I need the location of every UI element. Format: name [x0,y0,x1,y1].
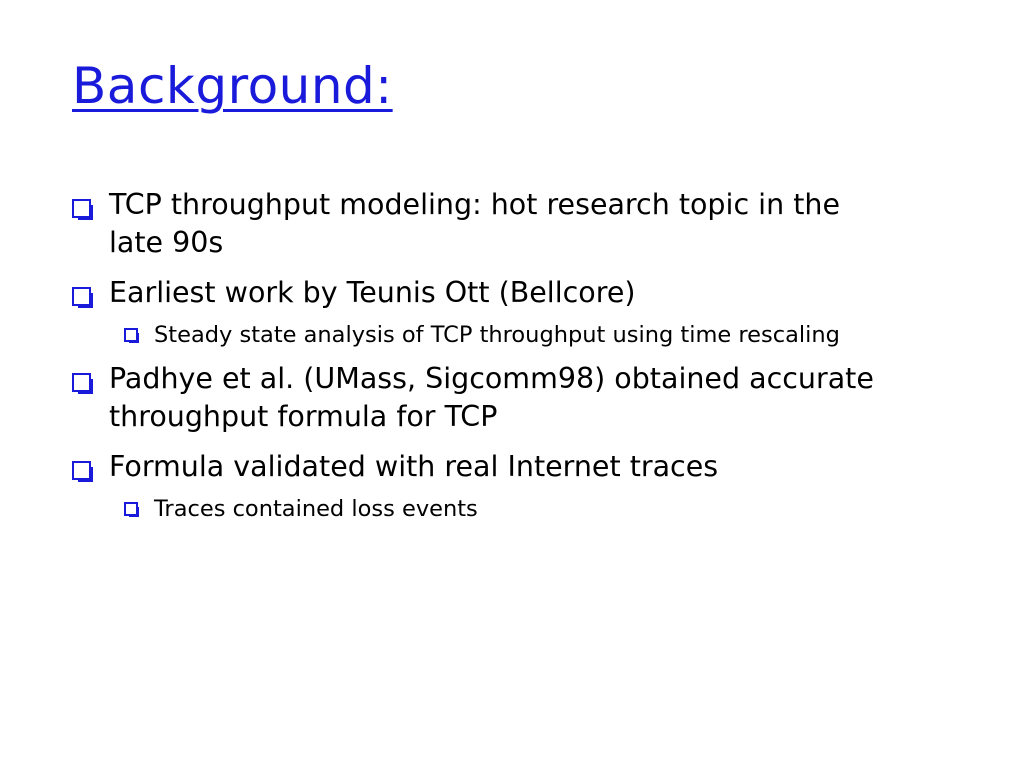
square-bullet-icon [124,502,138,516]
bullet-text: Formula validated with real Internet traces [109,450,719,483]
bullet-item [72,274,892,312]
sub-bullet-item [124,318,892,352]
square-bullet-icon [72,199,91,218]
bullet-item [72,360,892,436]
sub-bullet-text: Steady state analysis of TCP throughput using time rescaling [154,322,840,348]
bullet-text: Padhye et al. (UMass, Sigcomm98) obtained accurate throughput formula for TCP [109,362,874,433]
square-bullet-icon [72,373,91,392]
sub-bullet-item [124,492,892,526]
bullet-item [72,448,892,486]
sub-bullet-text: Traces contained loss events [154,496,478,522]
bullet-text: Earliest work by Teunis Ott (Bellcore) [109,276,636,309]
square-bullet-icon [72,287,91,306]
bullet-text: TCP throughput modeling: hot research topic in the late 90s [109,188,840,259]
bullet-item [72,186,892,262]
slide-title: Background: [72,57,393,115]
square-bullet-icon [124,328,138,342]
square-bullet-icon [72,461,91,480]
bullet-list [72,186,892,534]
